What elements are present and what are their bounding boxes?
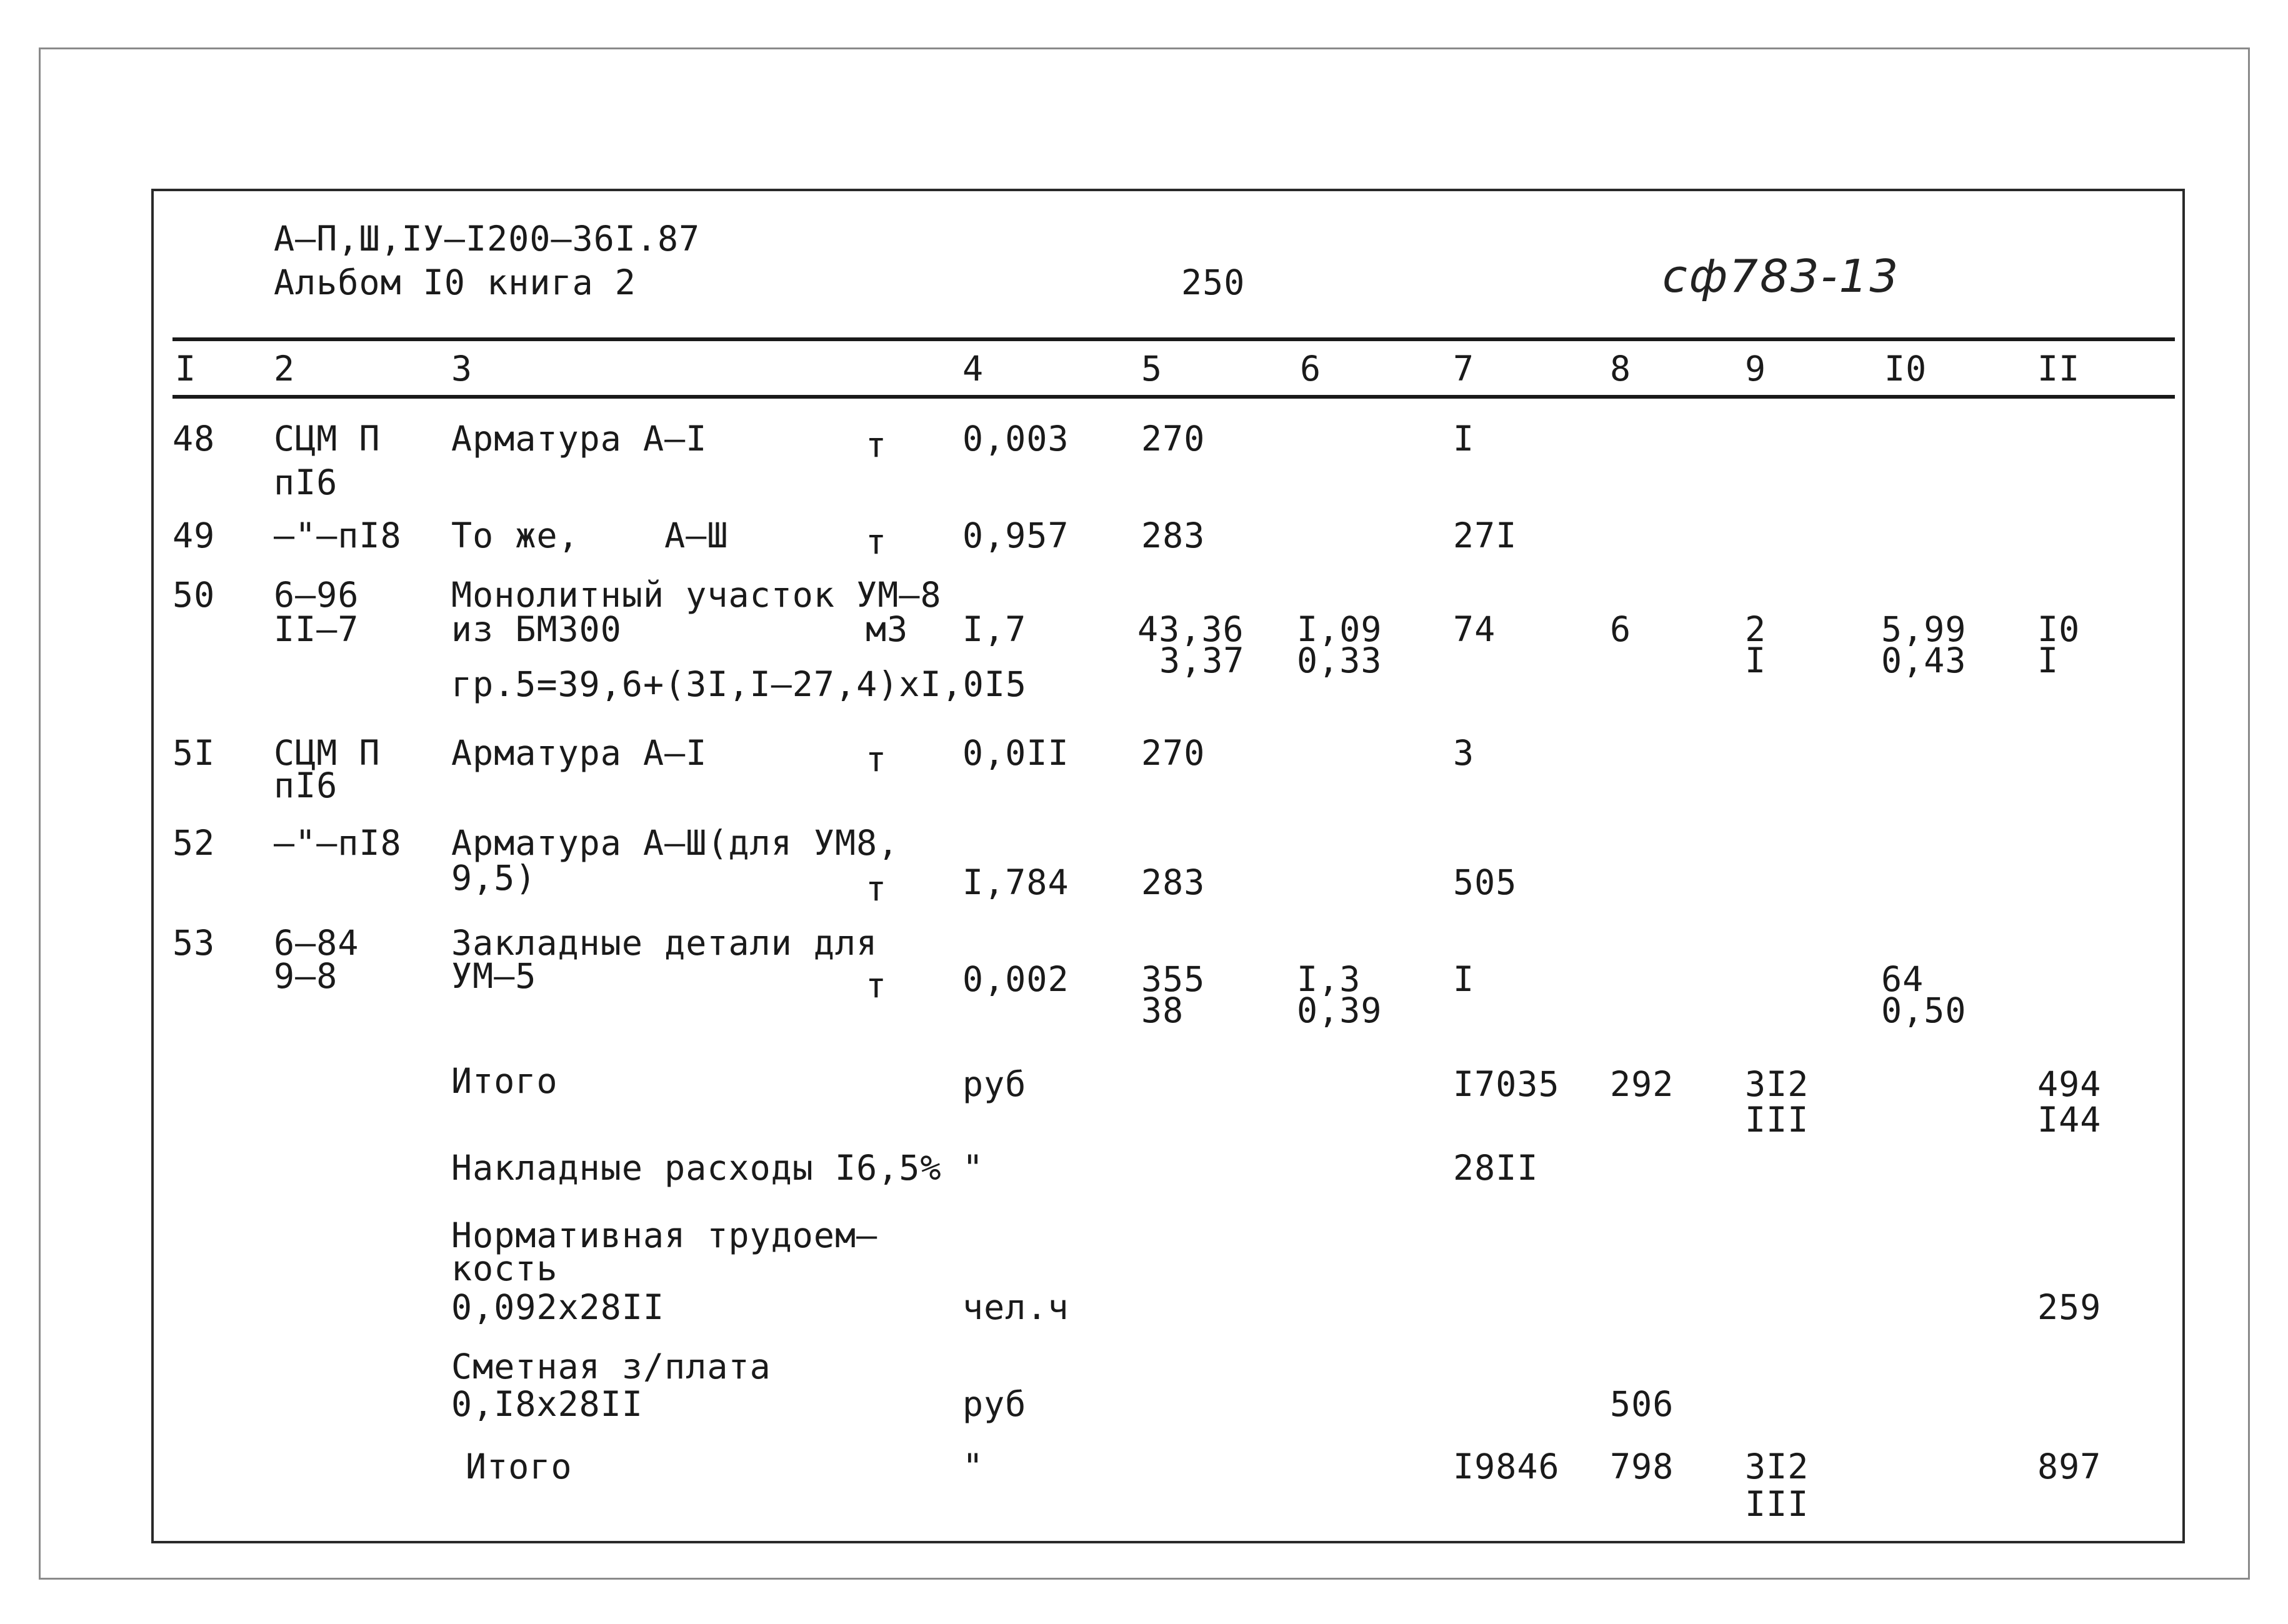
quantity: 0,0II bbox=[962, 733, 1069, 773]
col5-value: 270 bbox=[1141, 419, 1206, 459]
row-number: 50 bbox=[172, 575, 216, 615]
summary-unit: " bbox=[962, 1447, 984, 1487]
col-header-8: 8 bbox=[1610, 349, 1632, 389]
col5-value: 283 bbox=[1141, 862, 1206, 902]
col6-value: I,3 bbox=[1297, 959, 1361, 999]
header-rule-bottom bbox=[172, 395, 2175, 399]
quantity: 0,002 bbox=[962, 959, 1069, 999]
summary-unit: " bbox=[962, 1148, 984, 1188]
col5-value: 43,36 bbox=[1137, 609, 1244, 649]
norm-code: 6–84 bbox=[274, 923, 359, 963]
unit: т bbox=[866, 965, 887, 1005]
summary-label: Итого bbox=[466, 1447, 572, 1487]
col9-value: 3I2 bbox=[1745, 1447, 1809, 1487]
doc-code: сф783-13 bbox=[1662, 250, 1901, 302]
col10-value-line2: 0,50 bbox=[1881, 990, 1967, 1030]
col-header-2: 2 bbox=[274, 349, 296, 389]
item-name-line2: УМ–5 bbox=[451, 956, 537, 996]
col-header-3: 3 bbox=[451, 349, 473, 389]
row-number: 52 bbox=[172, 823, 216, 863]
row-number: 53 bbox=[172, 923, 216, 963]
col8-value: 292 bbox=[1610, 1064, 1674, 1104]
col11-value-line2: I bbox=[2037, 640, 2059, 680]
quantity: I,7 bbox=[962, 609, 1027, 649]
col5-value: 283 bbox=[1141, 516, 1206, 555]
item-name-line2: из БМ300 bbox=[451, 609, 622, 649]
col6-value: I,09 bbox=[1297, 609, 1382, 649]
col-header-6: 6 bbox=[1300, 349, 1322, 389]
col7-value: I7035 bbox=[1453, 1064, 1560, 1104]
item-name: Закладные детали для bbox=[451, 923, 878, 963]
col-header-5: 5 bbox=[1141, 349, 1163, 389]
item-name: Арматура А–I bbox=[451, 733, 707, 773]
row-number: 49 bbox=[172, 516, 216, 555]
col11-value: I0 bbox=[2037, 609, 2081, 649]
norm-code: СЦМ П bbox=[274, 733, 381, 773]
quantity: I,784 bbox=[962, 862, 1069, 902]
col11-value: 494 bbox=[2037, 1064, 2102, 1104]
summary-label: Итого bbox=[451, 1061, 558, 1101]
col-header-4: 4 bbox=[962, 349, 984, 389]
col7-value: 28II bbox=[1453, 1148, 1539, 1188]
col11-value: 259 bbox=[2037, 1287, 2102, 1327]
col9-value-line2: III bbox=[1745, 1484, 1809, 1524]
col7-value: 505 bbox=[1453, 862, 1517, 902]
col10-value: 64 bbox=[1881, 959, 1924, 999]
unit: т bbox=[866, 869, 887, 909]
summary-label: Нормативная трудоем– bbox=[451, 1215, 878, 1255]
quantity: 0,957 bbox=[962, 516, 1069, 555]
col6-value-line2: 0,39 bbox=[1297, 990, 1382, 1030]
series-code: А–П,Ш,IУ–I200–36I.87 bbox=[274, 219, 701, 259]
norm-code: 6–96 bbox=[274, 575, 359, 615]
col8-value: 6 bbox=[1610, 609, 1632, 649]
unit: т bbox=[866, 425, 887, 465]
col6-value-line2: 0,33 bbox=[1297, 640, 1382, 680]
item-name: Арматура А–Ш(для УМ8, bbox=[451, 823, 899, 863]
col-header-11: II bbox=[2037, 349, 2081, 389]
row-number: 5I bbox=[172, 733, 216, 773]
col9-value-line2: I bbox=[1745, 640, 1767, 680]
summary-unit: руб bbox=[962, 1384, 1027, 1424]
col5-value: 270 bbox=[1141, 733, 1206, 773]
norm-code-line2: пI6 bbox=[274, 462, 338, 502]
item-name: То же, А–Ш bbox=[451, 516, 729, 555]
item-name: Арматура А–I bbox=[451, 419, 707, 459]
quantity: 0,003 bbox=[962, 419, 1069, 459]
col7-value: 74 bbox=[1453, 609, 1496, 649]
norm-code-line2: 9–8 bbox=[274, 956, 338, 996]
col7-value: I bbox=[1453, 419, 1475, 459]
col-header-7: 7 bbox=[1453, 349, 1475, 389]
item-name-line2: 9,5) bbox=[451, 858, 537, 898]
summary-label-line3: 0,092х28II bbox=[451, 1287, 665, 1327]
header-rule-top bbox=[172, 337, 2175, 341]
col10-value: 5,99 bbox=[1881, 609, 1967, 649]
summary-label: Накладные расходы I6,5% bbox=[451, 1148, 942, 1188]
summary-unit: чел.ч bbox=[962, 1287, 1069, 1327]
col11-value: 897 bbox=[2037, 1447, 2102, 1487]
row-number: 48 bbox=[172, 419, 216, 459]
col10-value-line2: 0,43 bbox=[1881, 640, 1967, 680]
col-header-10: I0 bbox=[1884, 349, 1927, 389]
item-name: Монолитный участок УМ–8 bbox=[451, 575, 942, 615]
col-header-9: 9 bbox=[1745, 349, 1767, 389]
unit: т bbox=[866, 522, 887, 562]
col5-value-line2: 38 bbox=[1141, 990, 1184, 1030]
col9-value: 2 bbox=[1745, 609, 1767, 649]
col8-value: 798 bbox=[1610, 1447, 1674, 1487]
norm-code: СЦМ П bbox=[274, 419, 381, 459]
norm-code: –"–пI8 bbox=[274, 823, 402, 863]
summary-label-line2: 0,I8х28II bbox=[451, 1384, 644, 1424]
unit: т bbox=[866, 739, 887, 779]
col9-value-line2: III bbox=[1745, 1100, 1809, 1140]
page-number: 250 bbox=[1181, 262, 1246, 302]
col5-value: 355 bbox=[1141, 959, 1206, 999]
summary-unit: руб bbox=[962, 1064, 1027, 1104]
col7-value: 27I bbox=[1453, 516, 1517, 555]
summary-label-line2: кость bbox=[451, 1248, 558, 1288]
col11-value-line2: I44 bbox=[2037, 1100, 2102, 1140]
norm-code: –"–пI8 bbox=[274, 516, 402, 555]
col7-value: I9846 bbox=[1453, 1447, 1560, 1487]
col5-value-line2: 3,37 bbox=[1159, 640, 1245, 680]
price-formula: гр.5=39,6+(3I,I–27,4)хI,0I5 bbox=[451, 664, 1027, 704]
col-header-1: I bbox=[175, 349, 197, 389]
norm-code-line2: II–7 bbox=[274, 609, 359, 649]
norm-code-line2: пI6 bbox=[274, 765, 338, 805]
album-title: Альбом I0 книга 2 bbox=[274, 262, 636, 302]
unit: м3 bbox=[866, 609, 909, 649]
col7-value: I bbox=[1453, 959, 1475, 999]
col8-value: 506 bbox=[1610, 1384, 1674, 1424]
col7-value: 3 bbox=[1453, 733, 1475, 773]
col9-value: 3I2 bbox=[1745, 1064, 1809, 1104]
summary-label: Сметная з/плата bbox=[451, 1347, 771, 1387]
